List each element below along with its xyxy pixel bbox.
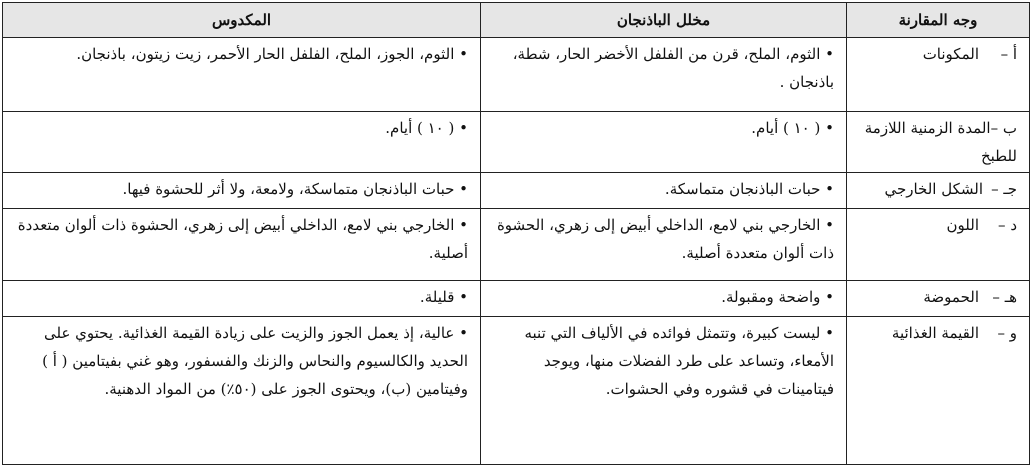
stuffed-cell: • ( ١٠ ) أيام.: [3, 112, 481, 173]
comparison-table: [2, 2, 1030, 465]
aspect-label: القيمة الغذائية: [891, 324, 979, 342]
row-letter: أ –: [1000, 45, 1017, 63]
stuffed-cell: • حبات الباذنجان متماسكة، ولامعة، ولا أثر للحشوة فيها.: [3, 173, 481, 209]
header-stuffed: المكدوس: [3, 3, 481, 38]
comparison-document: [2, 2, 1029, 465]
row-letter: هـ –: [992, 288, 1017, 306]
aspect-cell: [847, 317, 1030, 465]
aspect-label: الشكل الخارجي: [884, 180, 983, 198]
header-pickle: مخلل الباذنجان: [481, 3, 847, 38]
pickle-cell: • الثوم، الملح، قرن من الفلفل الأخضر الحار، شطة، باذنجان .: [481, 38, 847, 112]
row-letter: د –: [998, 216, 1017, 234]
table-row: [3, 317, 1030, 465]
row-letter: و –: [997, 324, 1017, 342]
header-row: [3, 3, 1030, 38]
pickle-cell: • ( ١٠ ) أيام.: [481, 112, 847, 173]
stuffed-cell: • الثوم، الجوز، الملح، الفلفل الحار الأحمر، زيت زيتون، باذنجان.: [3, 38, 481, 112]
pickle-cell: • ليست كبيرة، وتتمثل فوائده في الألياف التي تنبه الأمعاء، وتساعد على طرد الفضلات منها، ويوجد فيتامينات في قشوره وفي الحشوات.: [481, 317, 847, 465]
table-row: [3, 112, 1030, 173]
table-row: [3, 281, 1030, 317]
stuffed-cell: • قليلة.: [3, 281, 481, 317]
aspect-cell: [847, 112, 1030, 173]
aspect-label: اللون: [946, 216, 979, 234]
stuffed-cell: • عالية، إذ يعمل الجوز والزيت على زيادة القيمة الغذائية. يحتوي على الحديد والكالسيوم والنحاس والزنك والفسفور، وهو غني بفيتامين ( أ ) وفيتامين (ب)، ويحتوى الجوز على (٥٠٪) من المواد الدهنية.: [3, 317, 481, 465]
aspect-cell: [847, 173, 1030, 209]
aspect-cell: [847, 281, 1030, 317]
table-row: [3, 38, 1030, 112]
aspect-label: المكونات: [922, 45, 979, 63]
row-letter: ب –: [990, 119, 1017, 137]
aspect-cell: [847, 209, 1030, 281]
pickle-cell: • حبات الباذنجان متماسكة.: [481, 173, 847, 209]
pickle-cell: • واضحة ومقبولة.: [481, 281, 847, 317]
pickle-cell: • الخارجي بني لامع، الداخلي أبيض إلى زهري، الحشوة ذات ألوان متعددة أصلية.: [481, 209, 847, 281]
aspect-cell: [847, 38, 1030, 112]
row-letter: جـ –: [991, 180, 1017, 198]
aspect-label: الحموضة: [923, 288, 979, 306]
header-aspect: وجه المقارنة: [847, 3, 1030, 38]
table-row: [3, 209, 1030, 281]
table-row: [3, 173, 1030, 209]
stuffed-cell: • الخارجي بني لامع، الداخلي أبيض إلى زهري، الحشوة ذات ألوان متعددة أصلية.: [3, 209, 481, 281]
aspect-label: المدة الزمنية اللازمة للطبخ: [864, 119, 1017, 165]
